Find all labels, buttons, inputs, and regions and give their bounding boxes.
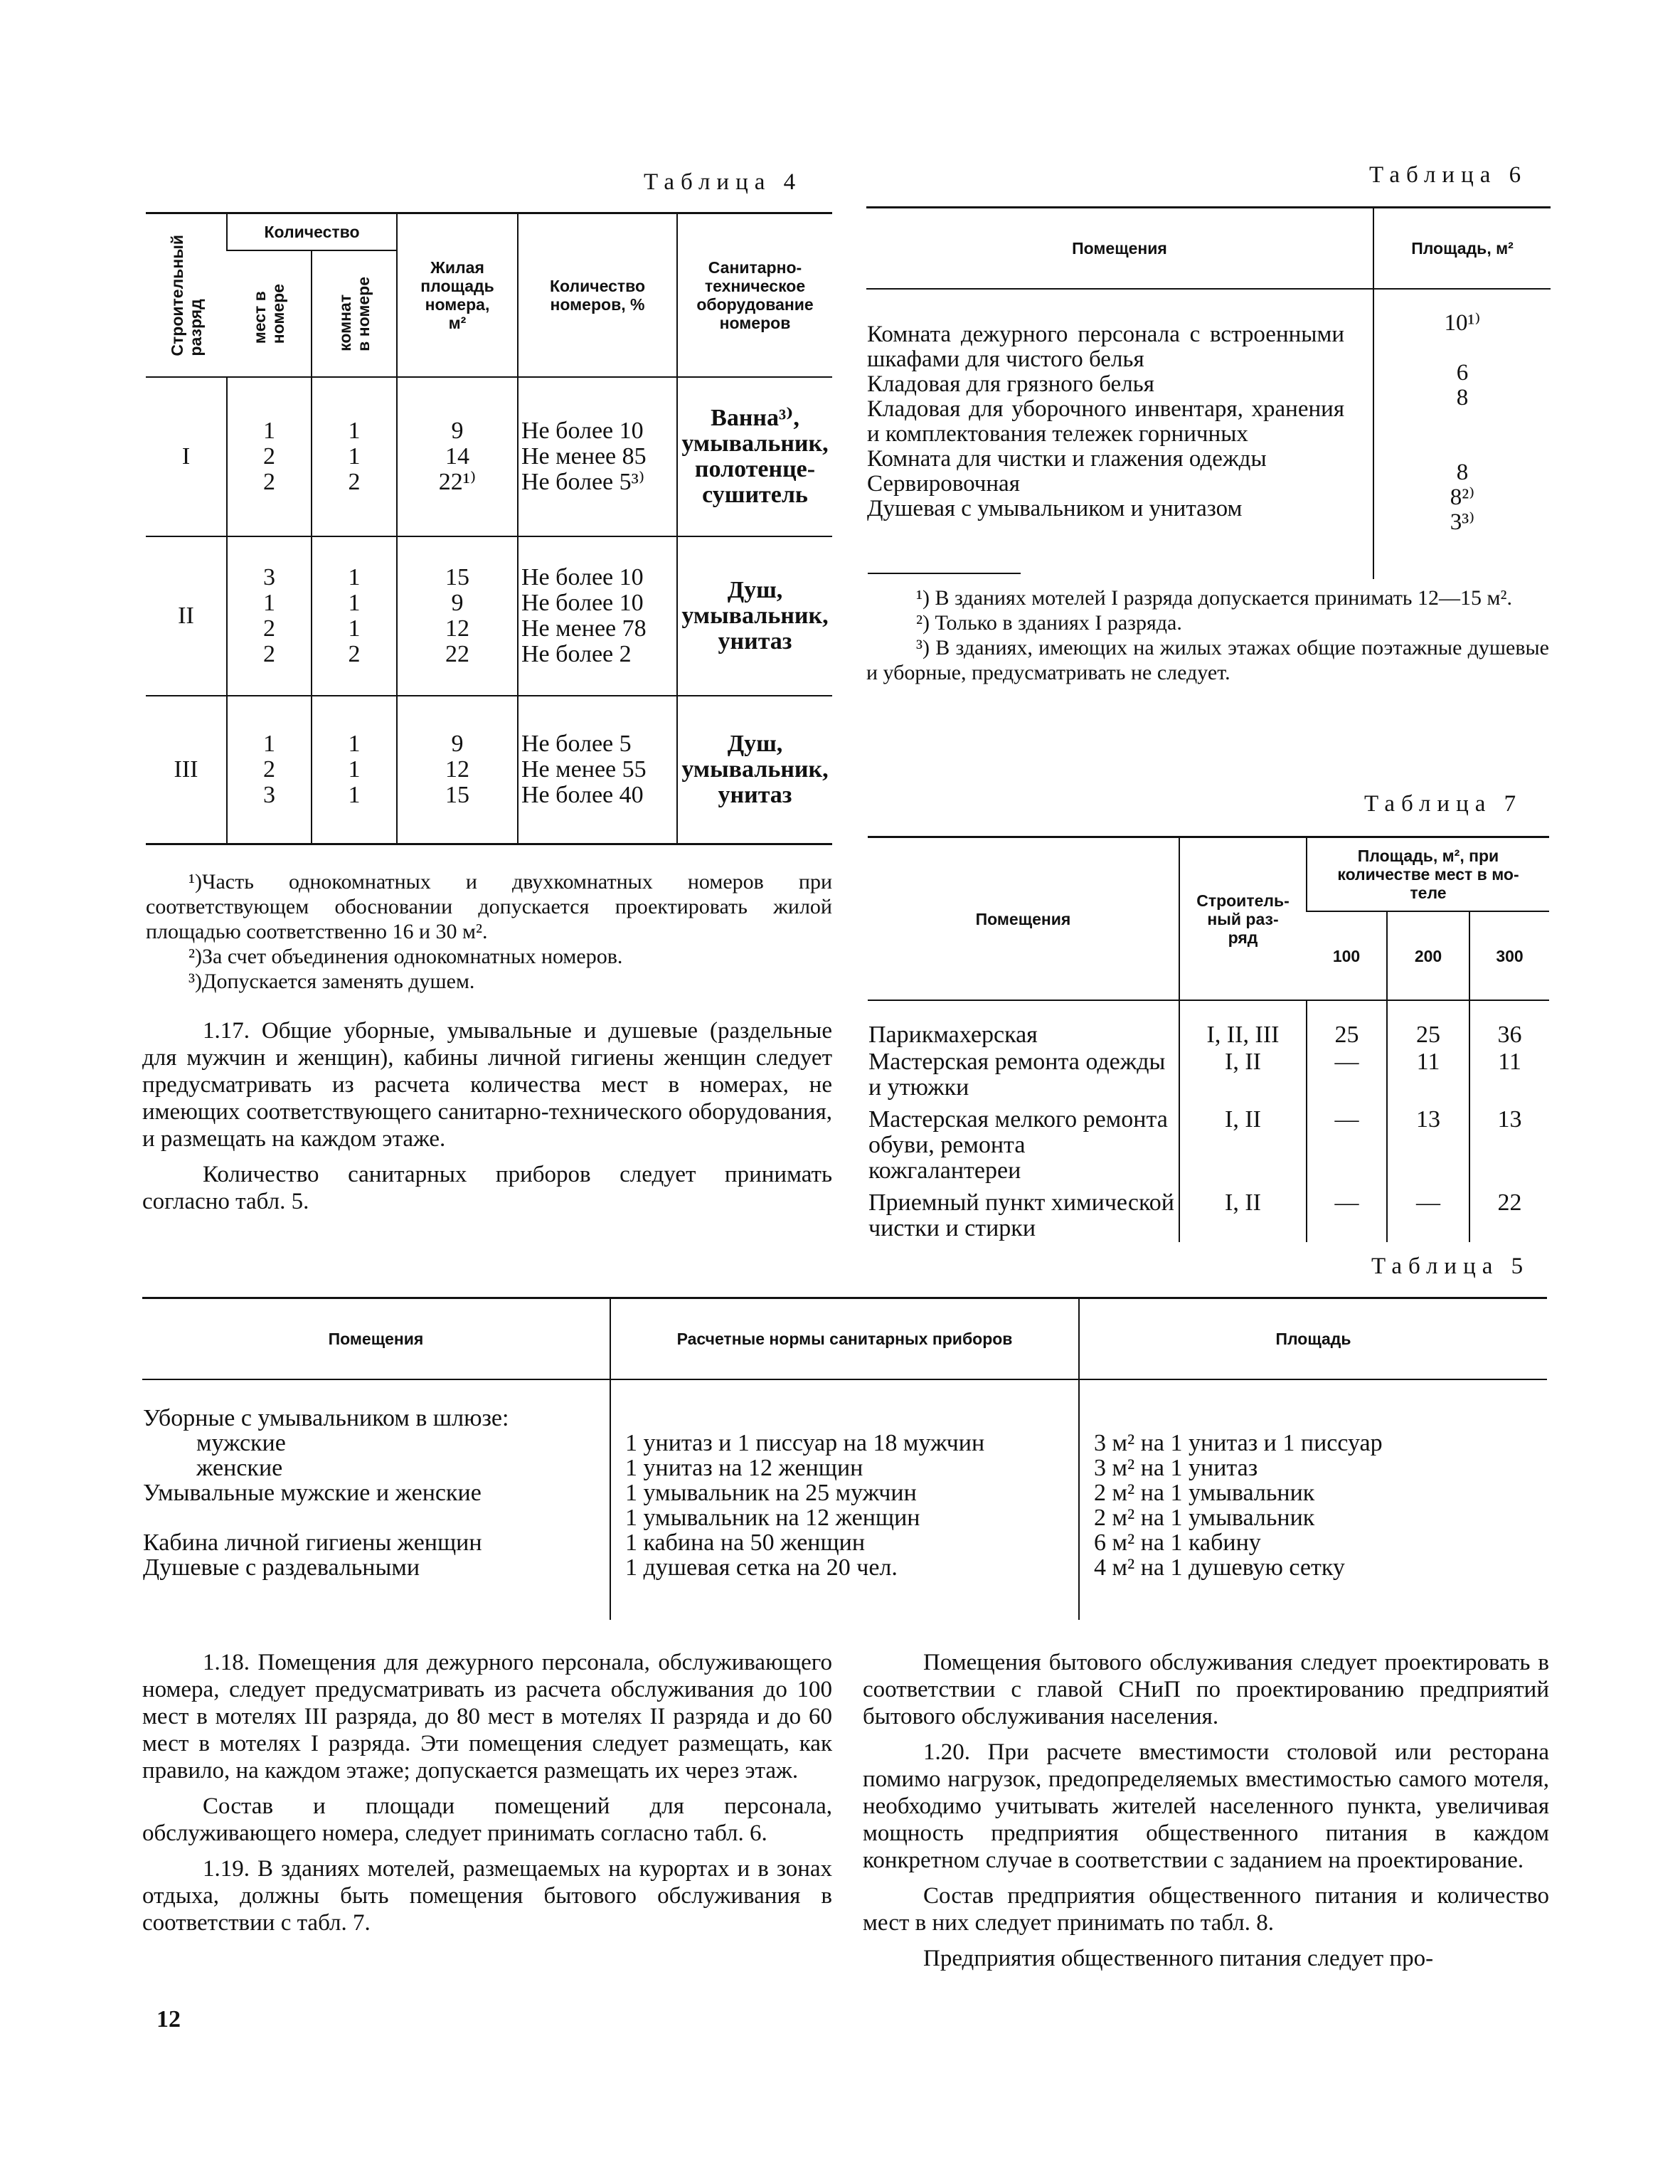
table4-label: Таблица 4: [644, 169, 802, 195]
para-services: Помещения бытового обслуживания следует проектировать в соответствии с главой СНиП по проектированию предприятий бытового обслуживания населения.: [863, 1650, 1549, 1729]
t5-room: женские: [196, 1455, 283, 1481]
t4-note-2: ²)За счет объединения однокомнатных номеров.: [188, 945, 623, 968]
t5-room: Кабина личной гигиены женщин: [143, 1530, 482, 1556]
t4-share: Не более 10 Не менее 85 Не более 5³⁾: [518, 377, 677, 536]
t5-room: Уборные с умывальником в шлюзе:: [143, 1405, 509, 1431]
t4-area: 15 9 12 22: [397, 536, 518, 696]
t6-rooms: Комната дежурного персонала с встроенными шкафами для чистого белья Кладовая для грязного белья Кладовая для уборочного инвентаря, хранения и комплектования тележек горничных Комната для чистки и глажения одежды Сервировочная Душевая с умывальником и унитазом: [867, 322, 1344, 521]
t4-header-places: мест в номере: [227, 250, 312, 377]
t7-category: I, II: [1179, 1106, 1307, 1189]
t6-footnote-rule: [868, 573, 1021, 574]
t5-area: 2 м² на 1 умывальник: [1094, 1505, 1315, 1531]
t6-header-area: Площадь, м²: [1373, 208, 1551, 290]
table6-footnotes: [866, 585, 1549, 685]
t7-category: I, II: [1179, 1049, 1307, 1106]
t5-norm: [625, 1406, 1078, 1431]
t4-rooms: 1 1 1 2: [312, 536, 397, 696]
t4-header-quantity: Количество: [227, 213, 397, 251]
t5-norm: 1 душевая сетка на 20 чел.: [625, 1554, 898, 1581]
t4-note-3: ³)Допускается заменять душем.: [188, 970, 475, 993]
t5-area: 6 м² на 1 кабину: [1094, 1530, 1261, 1556]
t5-room: мужские: [196, 1430, 286, 1456]
t7-v200: 25: [1387, 1000, 1469, 1049]
t4-group-3: [146, 696, 832, 844]
t7-row: [868, 1049, 1549, 1106]
t4-area: 9 12 15: [397, 696, 518, 844]
t7-room: Мастерская ремонта одежды и утюжки: [868, 1049, 1166, 1101]
t5-norms: [610, 1379, 1079, 1620]
t5-room: Душевые с раздевальными: [143, 1554, 420, 1581]
t7-v300: 13: [1469, 1106, 1549, 1189]
t5-area: 3 м² на 1 унитаз: [1094, 1455, 1258, 1481]
t4-rooms: 1 1 1: [312, 696, 397, 844]
t4-category: II: [146, 536, 227, 696]
t5-area: [1094, 1406, 1546, 1431]
t6-note-1: ¹) В зданиях мотелей I разряда допускается принимать 12—15 м².: [916, 586, 1512, 610]
t7-row: [868, 1000, 1549, 1049]
t7-room: Мастерская мелкого ремонта обуви, ремонта кожгалантереи: [868, 1106, 1168, 1184]
section-1-20: [863, 1649, 1549, 1981]
t4-places: 1 2 2: [227, 377, 312, 536]
table-4: [146, 212, 832, 845]
t4-places: 3 1 2 2: [227, 536, 312, 696]
t5-header-area: Площадь: [1079, 1298, 1547, 1380]
t7-header-300: 300: [1469, 911, 1549, 1000]
t5-rooms: [142, 1379, 610, 1620]
t4-equipment: Душ, умывальник, унитаз: [677, 536, 832, 696]
t4-share: Не более 5 Не менее 55 Не более 40: [518, 696, 677, 844]
t7-v200: —: [1387, 1189, 1469, 1242]
t7-header-category: Строитель- ный раз- ряд: [1179, 837, 1307, 1001]
t5-areas: [1079, 1379, 1547, 1620]
table-6: [866, 206, 1551, 579]
section-1-17: [142, 1017, 832, 1224]
t4-equipment: Ванна³⁾, умывальник, полотенце- сушитель: [677, 377, 832, 536]
para-1-17-b: Количество санитарных приборов следует принимать согласно табл. 5.: [142, 1162, 832, 1214]
table-7: [868, 836, 1549, 1242]
t4-note-1: ¹)Часть однокомнатных и двухкомнатных номеров при соответствующем обосновании допускается проектировать жилой площадью соответственно 16 и 30 м².: [146, 870, 832, 943]
table7-label: Таблица 7: [1364, 791, 1523, 817]
table4-footnotes: [146, 869, 832, 994]
t4-share: Не более 10 Не более 10 Не менее 78 Не более 2: [518, 536, 677, 696]
t4-header-category: Строительный разряд: [146, 213, 227, 378]
t7-room: Приемный пункт химической чистки и стирки: [868, 1189, 1174, 1241]
t4-category: I: [146, 377, 227, 536]
t5-area: 3 м² на 1 унитаз и 1 писсуар: [1094, 1430, 1383, 1456]
t7-room: Парикмахерская: [868, 1022, 1038, 1048]
para-1-19: 1.19. В зданиях мотелей, размещаемых на курортах и в зонах отдыха, должны быть помещения бытового обслуживания в соответствии с табл. 7.: [142, 1856, 832, 1936]
table6-label: Таблица 6: [1369, 162, 1528, 188]
section-1-18-1-19: [142, 1649, 832, 1945]
para-1-18: 1.18. Помещения для дежурного персонала, обслуживающего номера, следует предусматривать из расчета обслуживания до 100 мест в мотелях III разряда, до 80 мест в мотелях II разряда и до 60 мест в мотелях I разряда. Эти помещения следует размещать, как правило, на каждом этаже; допускается размещать их через этаж.: [142, 1650, 832, 1783]
t4-header-share: Количество номеров, %: [518, 213, 677, 378]
t7-v100: —: [1307, 1049, 1387, 1106]
t4-rooms: 1 1 2: [312, 377, 397, 536]
t4-category: III: [174, 756, 198, 783]
t6-header-room: Помещения: [866, 208, 1373, 290]
t5-area: 2 м² на 1 умывальник: [1094, 1480, 1315, 1506]
t5-norm: 1 умывальник на 12 женщин: [625, 1505, 920, 1531]
t5-room: Умывальные мужские и женские: [143, 1480, 482, 1506]
t7-category: I, II: [1179, 1189, 1307, 1242]
t4-group-2: [146, 536, 832, 696]
t7-row: [868, 1189, 1549, 1242]
t5-norm: 1 унитаз на 12 женщин: [625, 1455, 863, 1481]
page-number: 12: [156, 2006, 181, 2032]
t4-group-1: [146, 377, 832, 536]
t7-header-area-group: Площадь, м², при количестве мест в мо- теле: [1307, 837, 1549, 912]
t4-equipment: Душ, умывальник, унитаз: [677, 696, 832, 844]
t7-row: [868, 1106, 1549, 1189]
para-1-17: 1.17. Общие уборные, умывальные и душевые (раздельные для мужчин и женщин), кабины личной гигиены женщин следует предусматривать из расчета количества мест в номерах, не имеющих соответствующего санитарно-технического оборудования, и размещать на каждом этаже.: [142, 1018, 832, 1152]
t6-note-2: ²) Только в зданиях I разряда.: [916, 611, 1182, 635]
t7-v300: 22: [1469, 1189, 1549, 1242]
t7-header-100: 100: [1307, 911, 1387, 1000]
t7-v100: —: [1307, 1189, 1387, 1242]
t4-places: 1 2 3: [227, 696, 312, 844]
t5-header-norms: Расчетные нормы санитарных приборов: [610, 1298, 1079, 1380]
t7-v100: —: [1307, 1106, 1387, 1189]
t7-v100: 25: [1307, 1000, 1387, 1049]
t4-header-rooms: комнат в номере: [312, 250, 397, 377]
t7-category: I, II, III: [1179, 1000, 1307, 1049]
t5-norm: 1 кабина на 50 женщин: [625, 1530, 866, 1556]
t7-v200: 11: [1387, 1049, 1469, 1106]
para-catering: Состав предприятия общественного питания и количество мест в них следует принимать по табл. 8.: [863, 1883, 1549, 1936]
t5-area: 4 м² на 1 душевую сетку: [1094, 1554, 1345, 1581]
t5-header-room: Помещения: [142, 1298, 610, 1380]
para-1-20: 1.20. При расчете вместимости столовой или ресторана помимо нагрузок, предопределяемых вместимостью самого мотеля, необходимо учитывать жителей населенного пункта, увеличивая мощность предприятия общественного питания в каждом конкретном случае в соответствии с заданием на проектирование.: [863, 1739, 1549, 1873]
t4-header-area: Жилая площадь номера, м²: [397, 213, 518, 378]
table5-label: Таблица 5: [1371, 1253, 1530, 1279]
t5-norm: 1 умывальник на 25 мужчин: [625, 1480, 917, 1506]
t7-v300: 11: [1469, 1049, 1549, 1106]
para-catering-cont: Предприятия общественного питания следует про-: [923, 1946, 1434, 1971]
t6-note-3: ³) В зданиях, имеющих на жилых этажах общие поэтажные душевые и уборные, предусматривать не следует.: [866, 636, 1549, 684]
table-5: [142, 1297, 1547, 1620]
t7-header-200: 200: [1387, 911, 1469, 1000]
t7-v200: 13: [1387, 1106, 1469, 1189]
t5-room: [143, 1505, 609, 1530]
t4-area: 9 14 22¹⁾: [397, 377, 518, 536]
t6-areas: 10¹⁾ 6 8 8 8²⁾ 3³⁾: [1373, 289, 1551, 579]
para-1-18-b: Состав и площади помещений для персонала, обслуживающего номера, следует принимать согласно табл. 6.: [142, 1793, 832, 1846]
t5-norm: 1 унитаз и 1 писсуар на 18 мужчин: [625, 1430, 985, 1456]
t7-v300: 36: [1469, 1000, 1549, 1049]
t7-header-room: Помещения: [868, 837, 1179, 1001]
t4-header-equipment: Санитарно- техническое оборудование номеров: [677, 213, 832, 378]
